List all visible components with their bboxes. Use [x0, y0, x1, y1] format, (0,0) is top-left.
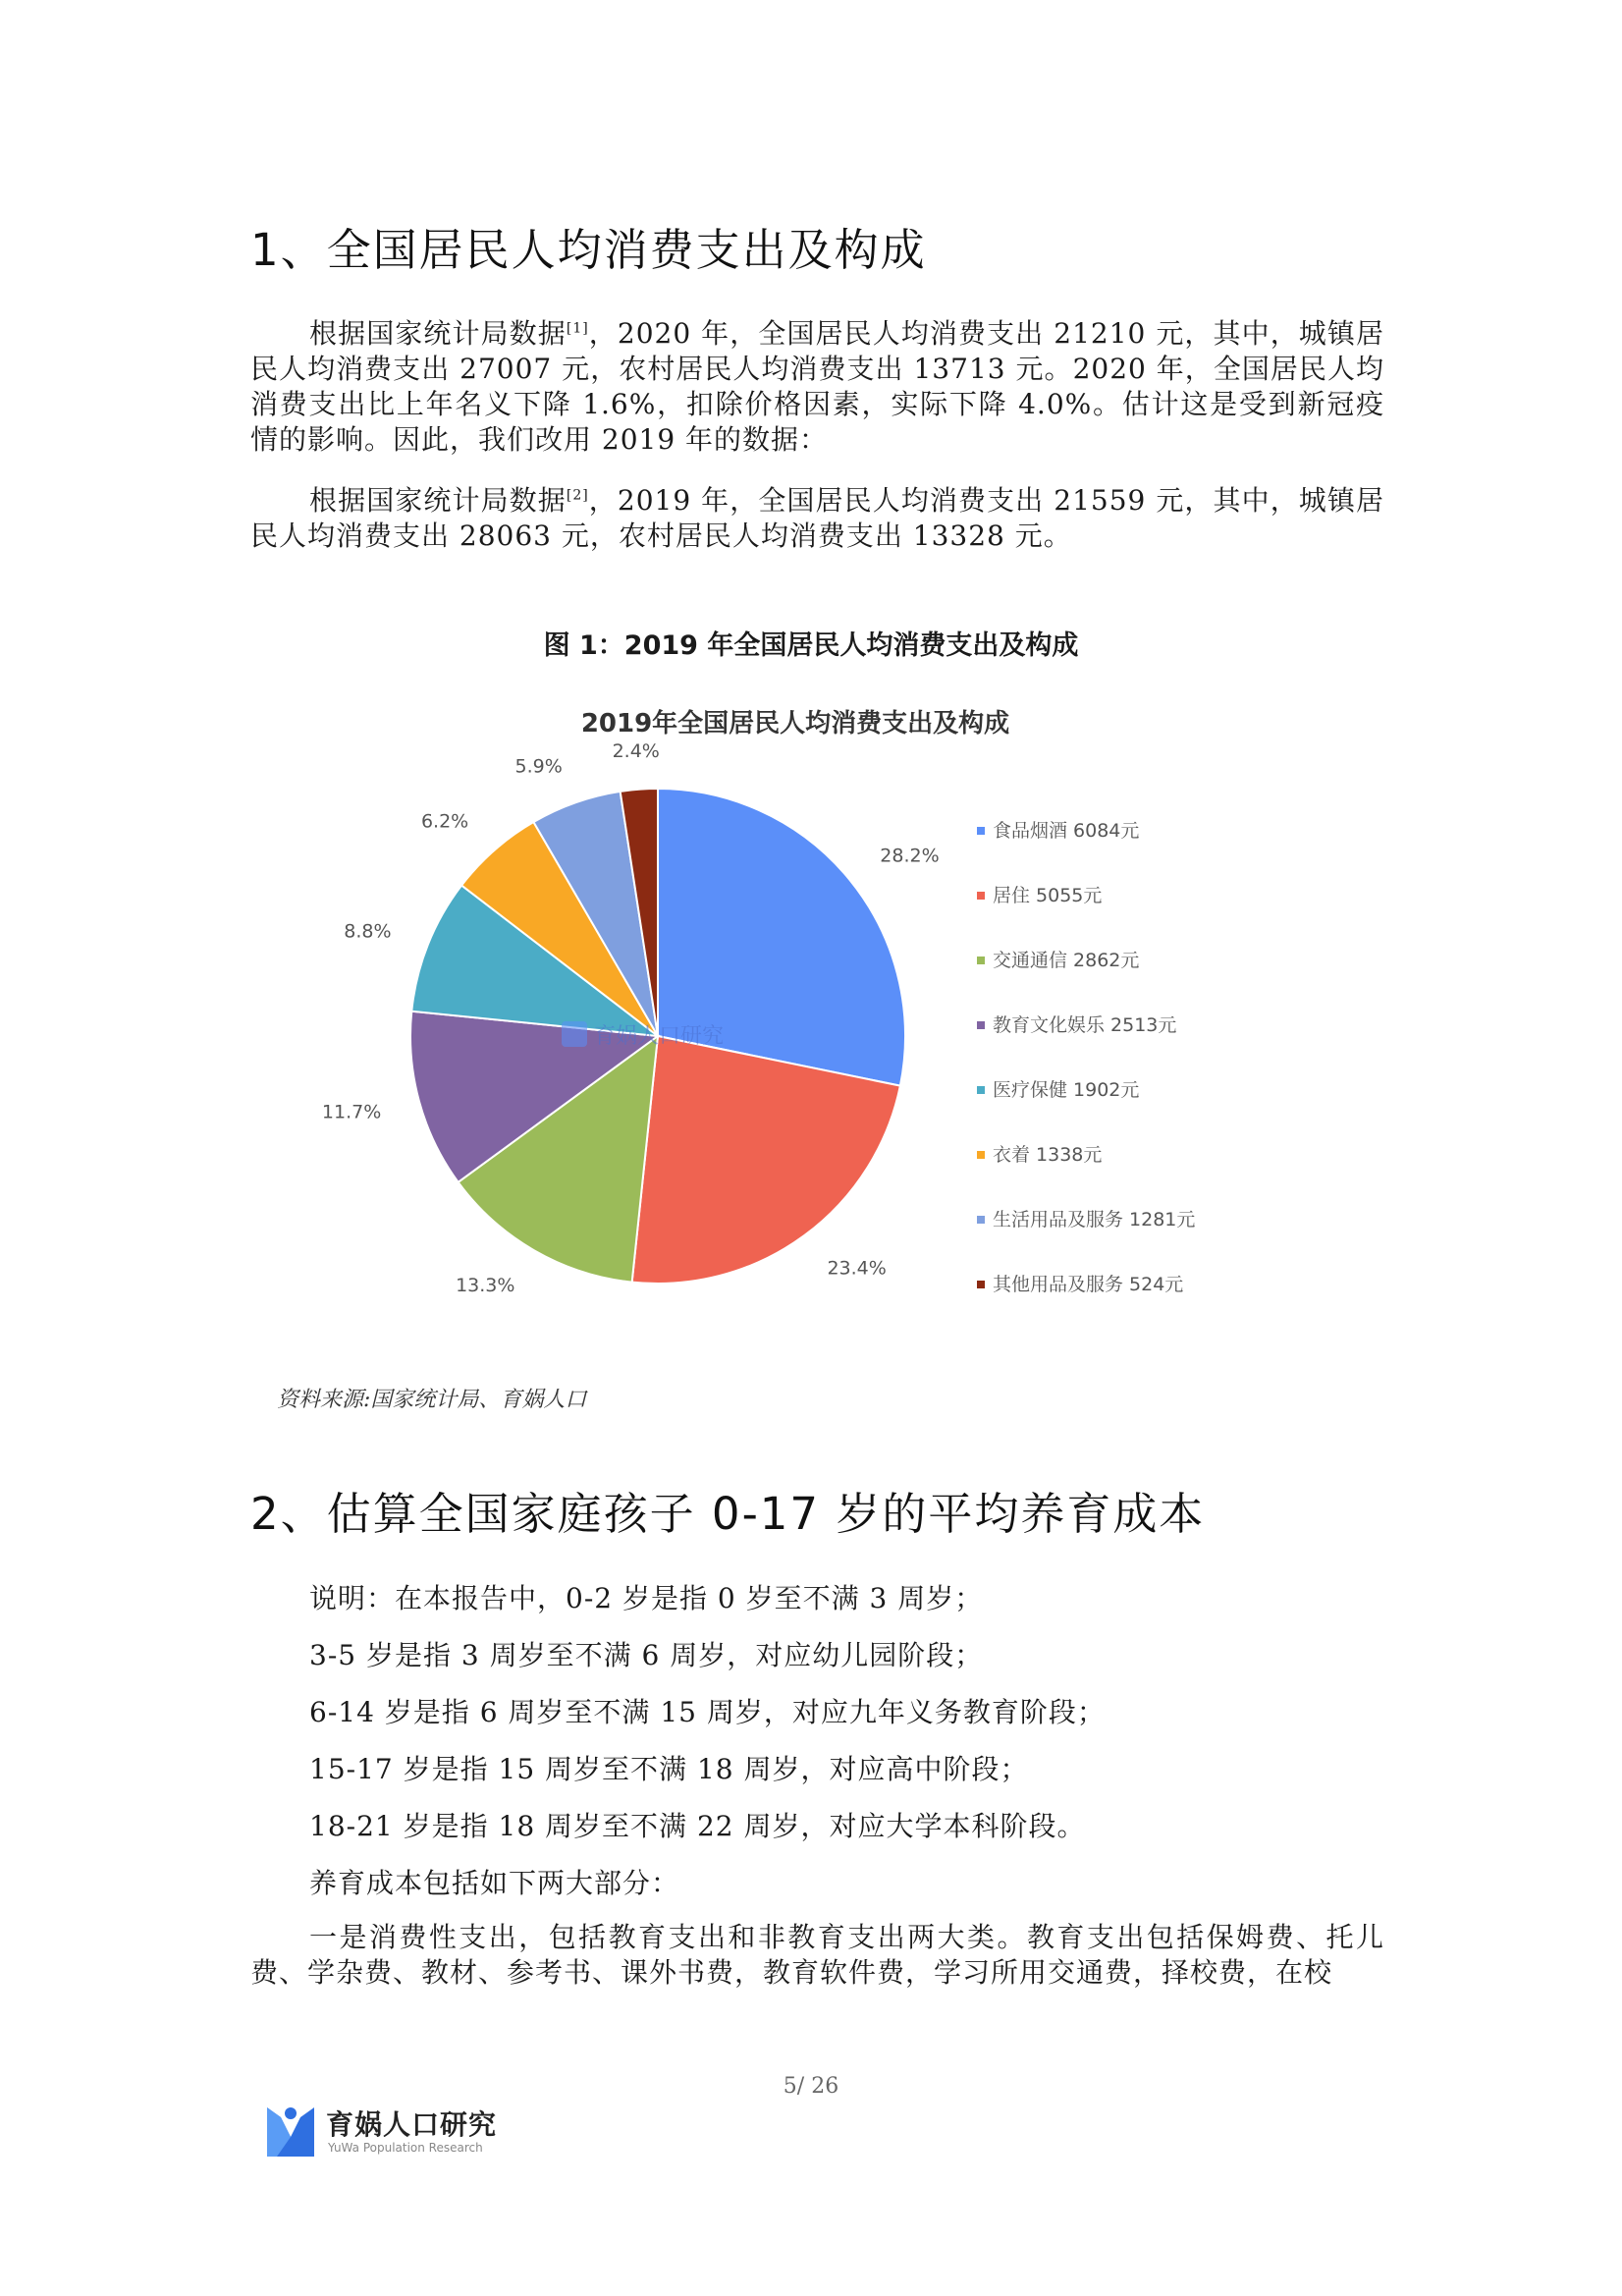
pie-percent-label: 6.2% — [420, 810, 469, 833]
section1-paragraph-2 — [250, 483, 1384, 554]
definition-line-3: 6-14 岁是指 6 周岁至不满 15 周岁，对应九年义务教育阶段； — [309, 1696, 1106, 1728]
legend-swatch — [977, 827, 985, 835]
pie-percent-label: 2.4% — [612, 739, 660, 762]
para2-text-b: ，2019 年，全国居民人均消费支出 21559 元，其中，城镇居民人均消费支出 28063 元，农村居民人均消费支出 13328 元。 — [250, 484, 1384, 552]
legend-label: 生活用品及服务 1281元 — [993, 1209, 1196, 1230]
para1-text-b: ，2020 年，全国居民人均消费支出 21210 元，其中，城镇居民人均消费支出 27007 元，农村居民人均消费支出 13713 元。2020 年，全国居民人均消费支出比上年名义下降 1.6%，扣除价格因素，实际下降 4.0%。估计这是受到新冠疫情的影响。因此，我们改用 2019 年的数据： — [250, 317, 1384, 456]
legend-label: 其他用品及服务 524元 — [993, 1274, 1184, 1295]
consumption-pie-chart — [321, 687, 1316, 1316]
section1-heading: 1、全国居民人均消费支出及构成 — [250, 224, 927, 276]
legend-swatch — [977, 892, 985, 900]
pie-percent-label: 28.2% — [880, 845, 940, 867]
legend-label: 衣着 1338元 — [993, 1144, 1103, 1166]
figure-caption: 图 1：2019 年全国居民人均消费支出及构成 — [543, 630, 1079, 661]
legend-label: 食品烟酒 6084元 — [993, 820, 1140, 842]
para2-text-a: 根据国家统计局数据 — [309, 484, 567, 517]
legend-swatch — [977, 1216, 985, 1224]
reference-1[interactable]: [1] — [566, 320, 589, 337]
definition-line-5: 18-21 岁是指 18 周岁至不满 22 周岁，对应大学本科阶段。 — [309, 1810, 1086, 1842]
reference-2[interactable]: [2] — [566, 487, 589, 504]
logo-cn-text: 育娲人口研究 — [326, 2108, 498, 2141]
legend-label: 教育文化娱乐 2513元 — [993, 1014, 1177, 1036]
legend-label: 交通通信 2862元 — [993, 950, 1140, 971]
pie-percent-label: 5.9% — [514, 755, 563, 778]
chart-legend — [977, 820, 1195, 1295]
legend-swatch — [977, 1151, 985, 1159]
watermark-text: 育娲人口研究 — [594, 1024, 725, 1049]
legend-swatch — [977, 1021, 985, 1029]
section1-paragraph-1 — [250, 316, 1384, 458]
page-number: 5/ 26 — [783, 2074, 839, 2099]
yuwa-logo-icon — [263, 2104, 318, 2160]
section2-paragraph: 一是消费性支出，包括教育支出和非教育支出两大类。教育支出包括保姆费、托儿费、学杂费、教材、参考书、课外书费，教育软件费，学习所用交通费，择校费，在校 — [250, 1921, 1384, 1989]
legend-swatch — [977, 957, 985, 964]
watermark-logo-icon — [562, 1021, 587, 1047]
legend-swatch — [977, 1281, 985, 1288]
logo-en-text: YuWa Population Research — [328, 2141, 483, 2155]
pie-percent-label: 13.3% — [456, 1275, 515, 1297]
pie-percent-label: 23.4% — [827, 1257, 887, 1280]
section2-heading: 2、估算全国家庭孩子 0-17 岁的平均养育成本 — [250, 1488, 1206, 1540]
definition-line-2: 3-5 岁是指 3 周岁至不满 6 周岁，对应幼儿园阶段； — [309, 1639, 984, 1671]
footer-logo — [263, 2102, 518, 2164]
figure-source: 资料来源:国家统计局、育娲人口 — [277, 1388, 587, 1412]
chart-title: 2019年全国居民人均消费支出及构成 — [580, 709, 1010, 738]
definition-line-1: 说明：在本报告中，0-2 岁是指 0 岁至不满 3 周岁； — [309, 1582, 984, 1614]
para1-text-a: 根据国家统计局数据 — [309, 317, 567, 350]
legend-label: 居住 5055元 — [993, 885, 1103, 906]
legend-swatch — [977, 1086, 985, 1094]
definition-line-4: 15-17 岁是指 15 周岁至不满 18 周岁，对应高中阶段； — [309, 1753, 1029, 1785]
legend-label: 医疗保健 1902元 — [993, 1079, 1140, 1101]
watermark — [562, 1021, 724, 1049]
pie-percent-label: 8.8% — [344, 920, 392, 943]
definition-line-6: 养育成本包括如下两大部分： — [309, 1867, 680, 1899]
pie-percent-label: 11.7% — [321, 1101, 382, 1123]
